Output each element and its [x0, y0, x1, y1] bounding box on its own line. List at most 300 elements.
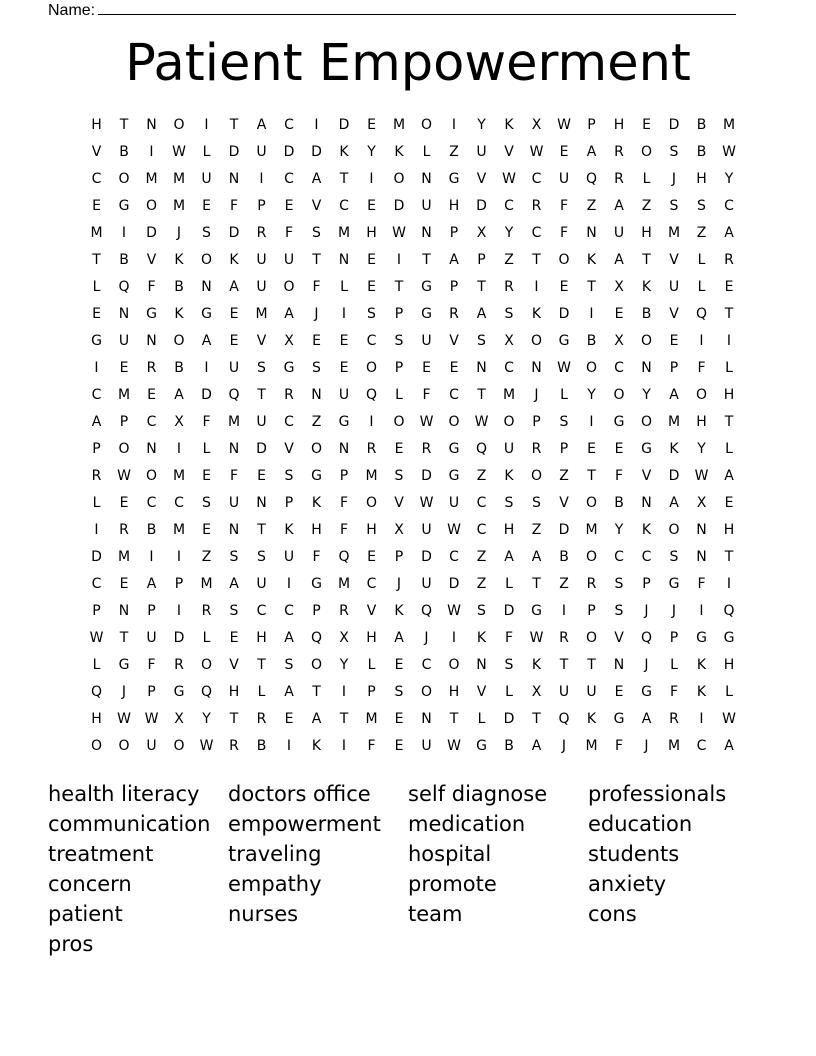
grid-letter: S	[394, 468, 404, 484]
grid-letter: K	[476, 630, 487, 646]
grid-letter: K	[311, 495, 322, 511]
grid-letter: N	[228, 171, 240, 187]
grid-letter: J	[534, 387, 539, 403]
grid-letter: M	[337, 225, 351, 241]
grid-letter: W	[557, 360, 571, 376]
grid-letter: N	[421, 225, 432, 241]
grid-letter: G	[558, 333, 570, 349]
grid-letter: I	[94, 360, 99, 376]
grid-letter: P	[449, 225, 459, 241]
grid-letter: P	[257, 198, 266, 214]
grid-letter: E	[614, 684, 624, 700]
grid-letter: T	[312, 684, 321, 700]
grid-letter: X	[504, 333, 514, 349]
grid-letter: Z	[476, 549, 487, 565]
grid-letter: K	[174, 252, 184, 268]
grid-letter: O	[640, 414, 653, 430]
grid-letter: F	[312, 279, 321, 295]
grid-letter: X	[284, 333, 294, 349]
grid-letter: U	[228, 495, 240, 511]
grid-letter: D	[338, 117, 350, 133]
grid-letter: S	[229, 603, 239, 619]
word-bank-item: empathy	[228, 872, 322, 896]
grid-letter: L	[505, 576, 513, 592]
grid-letter: D	[311, 144, 322, 160]
grid-letter: I	[149, 549, 154, 565]
grid-letter: R	[119, 522, 129, 538]
grid-letter: G	[448, 441, 460, 457]
grid-letter: F	[614, 738, 624, 754]
grid-letter: T	[339, 171, 349, 187]
grid-letter: H	[696, 171, 707, 187]
grid-letter: C	[146, 414, 157, 430]
grid-letter: K	[586, 252, 597, 268]
grid-letter: B	[174, 360, 184, 376]
grid-letter: F	[312, 549, 321, 565]
grid-letter: T	[532, 576, 541, 592]
grid-letter: O	[585, 630, 598, 646]
grid-letter: A	[229, 576, 239, 592]
grid-letter: A	[724, 738, 734, 754]
grid-letter: D	[173, 630, 185, 646]
grid-letter: T	[724, 549, 734, 565]
grid-letter: O	[585, 549, 598, 565]
grid-letter: N	[641, 360, 652, 376]
grid-letter: U	[283, 549, 295, 565]
grid-letter: A	[724, 225, 734, 241]
grid-letter: D	[393, 198, 405, 214]
grid-row	[83, 571, 743, 598]
grid-letter: P	[147, 603, 156, 619]
grid-letter: E	[202, 522, 211, 538]
grid-letter: Y	[642, 387, 651, 403]
grid-letter: K	[531, 306, 542, 322]
grid-letter: N	[228, 441, 240, 457]
grid-letter: Y	[614, 522, 624, 538]
grid-letter: L	[725, 441, 733, 457]
word-bank-item: nurses	[228, 902, 299, 926]
grid-letter: F	[614, 468, 624, 484]
grid-letter: F	[559, 225, 569, 241]
grid-letter: R	[256, 711, 267, 727]
grid-letter: G	[173, 684, 185, 700]
grid-letter: M	[227, 414, 241, 430]
grid-letter: B	[696, 144, 707, 160]
grid-letter: M	[145, 171, 158, 187]
grid-letter: E	[394, 441, 404, 457]
grid-letter: I	[589, 414, 594, 430]
grid-letter: A	[229, 279, 239, 295]
grid-letter: R	[174, 657, 184, 673]
grid-letter: A	[476, 306, 487, 322]
grid-letter: J	[396, 576, 402, 592]
grid-letter: C	[531, 225, 542, 241]
grid-letter: V	[256, 333, 267, 349]
grid-letter: S	[669, 549, 679, 565]
grid-letter: U	[421, 333, 432, 349]
grid-letter: F	[147, 657, 156, 673]
grid-letter: S	[394, 333, 404, 349]
grid-letter: L	[367, 657, 376, 673]
grid-letter: Q	[585, 171, 598, 187]
grid-row	[83, 112, 743, 139]
grid-letter: L	[642, 171, 651, 187]
grid-letter: E	[559, 279, 569, 295]
grid-letter: S	[697, 198, 706, 214]
grid-letter: U	[421, 576, 432, 592]
grid-letter: V	[669, 306, 679, 322]
grid-letter: G	[723, 630, 735, 646]
grid-letter: O	[420, 684, 433, 700]
grid-letter: A	[284, 306, 294, 322]
grid-letter: D	[503, 711, 515, 727]
grid-letter: Q	[228, 387, 240, 403]
grid-letter: M	[667, 225, 681, 241]
grid-letter: G	[421, 279, 432, 295]
grid-letter: O	[283, 279, 295, 295]
grid-letter: C	[284, 117, 294, 133]
grid-letter: E	[449, 360, 459, 376]
grid-letter: S	[229, 549, 239, 565]
grid-letter: Q	[558, 711, 570, 727]
grid-letter: W	[694, 468, 709, 484]
word-bank-item: concern	[48, 872, 132, 896]
grid-letter: T	[532, 252, 541, 268]
grid-letter: N	[311, 387, 322, 403]
grid-letter: E	[119, 576, 129, 592]
grid-letter: M	[667, 738, 681, 754]
grid-letter: U	[476, 144, 487, 160]
grid-letter: I	[726, 333, 732, 349]
grid-letter: L	[202, 441, 211, 457]
word-bank-item: self diagnose	[408, 782, 548, 806]
grid-letter: J	[561, 738, 567, 754]
grid-letter: X	[394, 522, 404, 538]
grid-letter: X	[174, 711, 184, 727]
grid-letter: S	[284, 657, 294, 673]
grid-letter: D	[201, 387, 212, 403]
grid-letter: O	[503, 414, 515, 430]
grid-letter: J	[644, 603, 649, 619]
page-title: Patient Empowerment	[125, 34, 691, 93]
word-bank-item: cons	[588, 902, 637, 926]
grid-letter: R	[614, 144, 624, 160]
grid-row	[83, 355, 743, 382]
word-bank-item: medication	[408, 812, 526, 836]
grid-letter: F	[697, 360, 706, 376]
grid-letter: X	[531, 684, 542, 700]
grid-letter: U	[118, 333, 130, 349]
grid-letter: P	[119, 414, 129, 430]
grid-letter: B	[559, 549, 569, 565]
grid-letter: H	[91, 117, 102, 133]
grid-letter: P	[92, 441, 101, 457]
grid-letter: W	[392, 225, 406, 241]
grid-letter: R	[531, 441, 542, 457]
grid-letter: E	[229, 306, 239, 322]
grid-letter: F	[284, 225, 294, 241]
grid-letter: I	[314, 117, 319, 133]
grid-letter: E	[614, 306, 624, 322]
grid-letter: C	[504, 360, 514, 376]
grid-letter: E	[394, 657, 404, 673]
grid-letter: O	[173, 738, 185, 754]
grid-letter: K	[641, 279, 652, 295]
grid-letter: P	[449, 279, 459, 295]
grid-letter: N	[476, 360, 487, 376]
grid-letter: I	[176, 549, 182, 565]
grid-letter: O	[365, 360, 378, 376]
grid-letter: U	[256, 252, 267, 268]
grid-letter: E	[669, 333, 679, 349]
grid-letter: N	[146, 333, 157, 349]
grid-letter: U	[228, 360, 240, 376]
grid-letter: R	[421, 441, 432, 457]
grid-letter: C	[146, 495, 157, 511]
grid-letter: O	[448, 414, 460, 430]
grid-letter: P	[669, 360, 679, 376]
grid-letter: V	[146, 252, 157, 268]
grid-letter: T	[559, 657, 569, 673]
grid-letter: G	[283, 360, 295, 376]
grid-letter: A	[724, 468, 734, 484]
grid-letter: S	[284, 468, 294, 484]
grid-letter: C	[256, 603, 267, 619]
grid-letter: E	[367, 549, 376, 565]
grid-letter: S	[504, 495, 514, 511]
grid-row	[83, 328, 743, 355]
grid-letter: P	[642, 576, 651, 592]
grid-letter: O	[558, 252, 570, 268]
grid-letter: F	[229, 468, 239, 484]
grid-letter: O	[613, 387, 625, 403]
grid-letter: C	[724, 198, 734, 214]
grid-letter: I	[726, 576, 732, 592]
grid-row	[83, 247, 743, 274]
grid-letter: A	[311, 171, 322, 187]
grid-letter: M	[337, 576, 351, 592]
grid-letter: W	[722, 144, 736, 160]
grid-letter: I	[176, 441, 182, 457]
grid-letter: F	[147, 279, 156, 295]
grid-letter: H	[256, 630, 267, 646]
grid-letter: N	[228, 522, 240, 538]
grid-letter: G	[668, 576, 680, 592]
grid-letter: E	[284, 198, 294, 214]
grid-letter: Y	[587, 387, 596, 403]
grid-letter: O	[173, 333, 185, 349]
grid-letter: I	[176, 603, 182, 619]
grid-letter: V	[669, 252, 679, 268]
grid-letter: V	[504, 144, 514, 160]
grid-letter: C	[476, 495, 487, 511]
grid-letter: T	[257, 657, 266, 673]
grid-letter: A	[531, 549, 542, 565]
grid-letter: Q	[365, 387, 378, 403]
grid-letter: N	[476, 657, 487, 673]
grid-letter: T	[587, 279, 596, 295]
grid-letter: O	[530, 468, 543, 484]
grid-letter: C	[614, 549, 624, 565]
grid-letter: W	[89, 630, 104, 646]
grid-letter: L	[560, 387, 568, 403]
grid-letter: C	[476, 522, 487, 538]
grid-letter: C	[284, 603, 294, 619]
grid-letter: S	[477, 333, 486, 349]
grid-letter: E	[422, 360, 431, 376]
grid-letter: I	[204, 360, 209, 376]
grid-letter: K	[394, 144, 404, 160]
grid-letter: K	[669, 441, 679, 457]
grid-letter: U	[256, 414, 267, 430]
grid-letter: L	[670, 657, 678, 673]
grid-letter: P	[147, 684, 156, 700]
grid-letter: D	[146, 225, 157, 241]
grid-letter: E	[367, 252, 376, 268]
grid-letter: S	[614, 603, 624, 619]
grid-letter: P	[394, 306, 404, 322]
grid-letter: A	[614, 252, 624, 268]
grid-letter: V	[476, 171, 487, 187]
grid-letter: B	[256, 738, 267, 754]
grid-letter: Q	[640, 630, 653, 646]
grid-letter: I	[286, 738, 292, 754]
grid-letter: V	[284, 441, 294, 457]
grid-letter: O	[393, 171, 405, 187]
grid-letter: D	[421, 549, 432, 565]
grid-letter: Q	[695, 306, 708, 322]
grid-letter: W	[529, 144, 544, 160]
grid-letter: Z	[559, 576, 569, 592]
grid-letter: Y	[697, 441, 706, 457]
grid-letter: B	[146, 522, 157, 538]
grid-letter: G	[476, 738, 487, 754]
grid-letter: L	[202, 144, 211, 160]
grid-letter: U	[421, 738, 432, 754]
grid-letter: R	[284, 387, 294, 403]
grid-letter: T	[339, 711, 349, 727]
grid-letter: D	[668, 117, 680, 133]
grid-letter: S	[614, 576, 624, 592]
grid-letter: Q	[200, 684, 213, 700]
grid-letter: E	[367, 198, 376, 214]
grid-letter: K	[586, 711, 597, 727]
grid-letter: H	[366, 225, 377, 241]
grid-letter: T	[724, 414, 734, 430]
grid-letter: C	[531, 171, 542, 187]
grid-letter: G	[118, 657, 130, 673]
word-bank-item: promote	[408, 872, 497, 896]
grid-letter: K	[311, 738, 322, 754]
grid-letter: L	[395, 387, 403, 403]
grid-row	[83, 652, 743, 679]
grid-letter: C	[641, 549, 652, 565]
grid-letter: E	[202, 468, 211, 484]
grid-letter: Z	[696, 225, 707, 241]
grid-letter: O	[365, 495, 378, 511]
grid-row	[83, 166, 743, 193]
grid-letter: G	[613, 711, 625, 727]
grid-letter: Z	[476, 576, 487, 592]
grid-letter: A	[641, 711, 652, 727]
grid-letter: M	[365, 711, 378, 727]
grid-letter: S	[312, 225, 321, 241]
grid-letter: I	[204, 117, 209, 133]
grid-letter: O	[640, 333, 653, 349]
grid-letter: D	[228, 225, 240, 241]
grid-letter: P	[394, 360, 404, 376]
grid-letter: U	[256, 144, 267, 160]
grid-letter: V	[476, 684, 487, 700]
grid-letter: Z	[641, 198, 652, 214]
grid-letter: E	[284, 711, 294, 727]
grid-row	[83, 382, 743, 409]
word-bank-item: treatment	[48, 842, 154, 866]
grid-letter: A	[201, 333, 212, 349]
grid-letter: N	[696, 549, 707, 565]
grid-letter: D	[283, 144, 295, 160]
grid-letter: N	[118, 603, 130, 619]
grid-letter: N	[531, 360, 542, 376]
grid-letter: N	[613, 657, 625, 673]
grid-letter: F	[229, 198, 239, 214]
grid-letter: T	[119, 117, 129, 133]
grid-letter: K	[696, 684, 707, 700]
grid-letter: T	[449, 711, 459, 727]
grid-letter: D	[448, 576, 460, 592]
grid-letter: E	[559, 144, 569, 160]
grid-letter: L	[92, 279, 101, 295]
grid-letter: Y	[477, 117, 486, 133]
grid-letter: Z	[201, 549, 212, 565]
grid-letter: K	[394, 603, 404, 619]
grid-letter: R	[504, 279, 514, 295]
grid-letter: I	[286, 576, 292, 592]
grid-letter: I	[561, 603, 567, 619]
word-bank-item: pros	[48, 932, 94, 956]
grid-letter: Z	[531, 522, 542, 538]
grid-letter: X	[339, 630, 349, 646]
grid-letter: R	[146, 360, 157, 376]
grid-letter: R	[449, 306, 459, 322]
grid-letter: V	[641, 468, 652, 484]
grid-letter: K	[641, 522, 652, 538]
grid-letter: D	[503, 603, 515, 619]
grid-letter: N	[696, 522, 707, 538]
grid-letter: Y	[202, 711, 211, 727]
grid-letter: T	[422, 252, 431, 268]
grid-letter: M	[117, 387, 131, 403]
grid-letter: W	[447, 738, 461, 754]
grid-letter: P	[477, 252, 486, 268]
word-bank-item: hospital	[408, 842, 492, 866]
grid-letter: M	[90, 225, 103, 241]
grid-letter: W	[117, 468, 131, 484]
grid-letter: N	[641, 495, 652, 511]
grid-letter: W	[117, 711, 131, 727]
grid-letter: F	[504, 630, 514, 646]
grid-letter: S	[257, 360, 266, 376]
grid-letter: S	[532, 495, 541, 511]
word-bank-item: anxiety	[588, 872, 667, 896]
grid-letter: U	[668, 279, 680, 295]
grid-letter: H	[91, 711, 102, 727]
grid-letter: G	[311, 468, 322, 484]
grid-letter: Q	[338, 549, 350, 565]
grid-letter: A	[146, 576, 157, 592]
grid-letter: A	[284, 684, 294, 700]
grid-row	[83, 706, 743, 733]
